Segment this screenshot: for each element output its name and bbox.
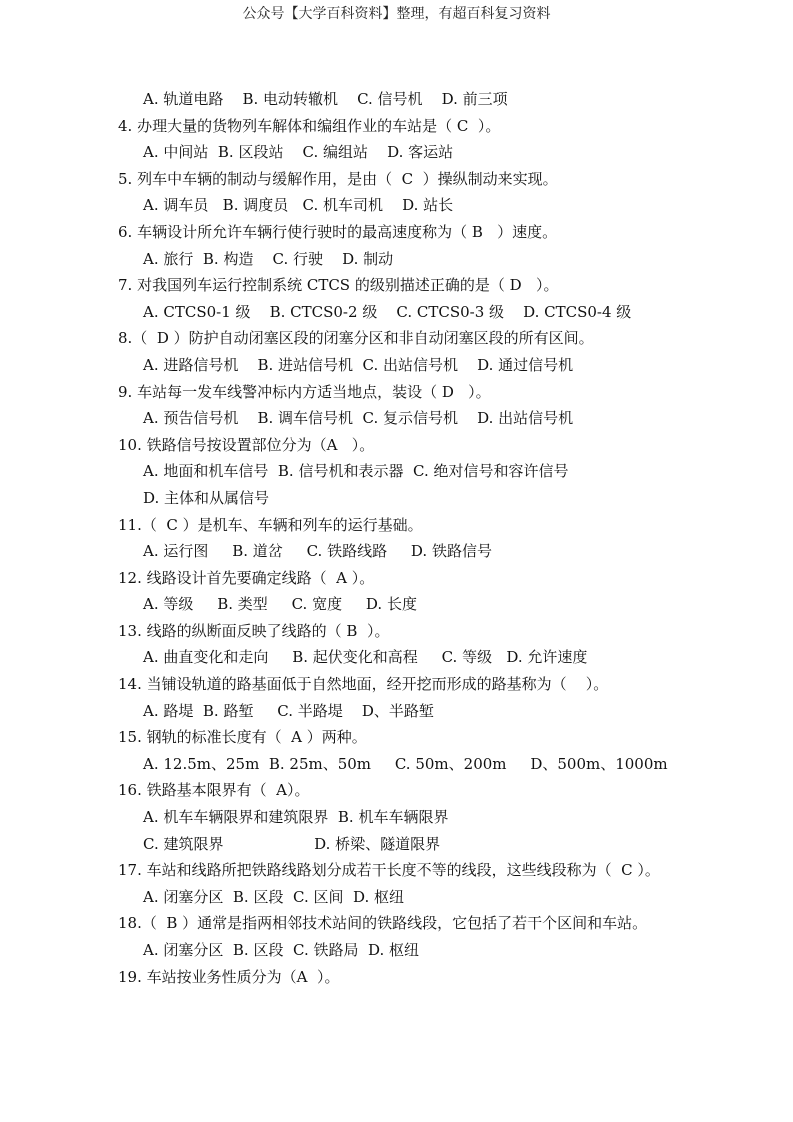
text-line: A. 路堤 B. 路堑 C. 半路堤 D、半路堑 (143, 701, 434, 720)
text-line: 15. 钢轨的标准长度有（ A ）两种。 (118, 728, 367, 747)
text-line: 9. 车站每一发车线警冲标内方适当地点，装设（ D ）。 (118, 382, 491, 401)
text-line: 16. 铁路基本限界有（ A）。 (118, 781, 310, 800)
text-line: A. 12.5m、25m B. 25m、50m C. 50m、200m D、500m、1000m (143, 754, 668, 773)
text-line: A. 闭塞分区 B. 区段 C. 区间 D. 枢纽 (143, 887, 405, 906)
text-line: A. 中间站 B. 区段站 C. 编组站 D. 客运站 (143, 143, 454, 162)
text-line: A. 地面和机车信号 B. 信号机和表示器 C. 绝对信号和容许信号 (143, 462, 569, 481)
text-line: A. 预告信号机 B. 调车信号机 C. 复示信号机 D. 出站信号机 (143, 409, 574, 428)
text-line: A. 运行图 B. 道岔 C. 铁路线路 D. 铁路信号 (143, 542, 492, 561)
text-line: 7. 对我国列车运行控制系统 CTCS 的级别描述正确的是（ D ）。 (118, 276, 559, 295)
text-line: 17. 车站和线路所把铁路线路划分成若干长度不等的线段，这些线段称为（ C ）。 (118, 861, 660, 880)
text-line: A. 机车车辆限界和建筑限界 B. 机车车辆限界 (143, 808, 449, 827)
text-line: 11.（ C ）是机车、车辆和列车的运行基础。 (118, 515, 423, 534)
text-line: 5. 列车中车辆的制动与缓解作用，是由（ C ）操纵制动来实现。 (118, 169, 558, 188)
page-header: 公众号【大学百科资料】整理，有超百科复习资料 (242, 6, 551, 22)
question-list (118, 86, 698, 990)
text-line: A. 闭塞分区 B. 区段 C. 铁路局 D. 枢纽 (143, 941, 420, 959)
text-line: D. 主体和从属信号 (143, 488, 270, 507)
text-line: 12. 线路设计首先要确定线路（ A ）。 (118, 568, 375, 587)
text-line: 4. 办理大量的货物列车解体和编组作业的车站是（ C ）。 (118, 116, 501, 135)
text-line: A. 调车员 B. 调度员 C. 机车司机 D. 站长 (143, 196, 454, 215)
text-line: A. 等级 B. 类型 C. 宽度 D. 长度 (143, 595, 417, 614)
text-line: A. CTCS0-1 级 B. CTCS0-2 级 C. CTCS0-3 级 D. CTCS0-4 级 (143, 302, 632, 321)
text-line: 6. 车辆设计所允许车辆行使行驶时的最高速度称为（ B ）速度。 (118, 222, 558, 241)
text-line: A. 曲直变化和走向 B. 起伏变化和高程 C. 等级 D. 允许速度 (143, 648, 588, 667)
text-line: 18.（ B ）通常是指两相邻技术站间的铁路线段，它包括了若干个区间和车站。 (118, 914, 648, 933)
text-line: 14. 当铺设轨道的路基面低于自然地面，经开挖而形成的路基称为（ ）。 (118, 675, 609, 694)
text-line: C. 建筑限界 D. 桥梁、隧道限界 (143, 834, 441, 853)
text-line: A. 旅行 B. 构造 C. 行驶 D. 制动 (143, 249, 394, 268)
text-line: 8.（ D ）防护自动闭塞区段的闭塞分区和非自动闭塞区段的所有区间。 (118, 329, 594, 348)
text-line: A. 进路信号机 B. 进站信号机 C. 出站信号机 D. 通过信号机 (143, 355, 574, 374)
text-line: 13. 线路的纵断面反映了线路的（ B ）。 (118, 621, 390, 640)
text-line: 19. 车站按业务性质分为（A ）。 (118, 967, 340, 986)
text-line: 10. 铁路信号按设置部位分为（A ）。 (118, 435, 375, 454)
text-line: A. 轨道电路 B. 电动转辙机 C. 信号机 D. 前三项 (143, 90, 508, 108)
